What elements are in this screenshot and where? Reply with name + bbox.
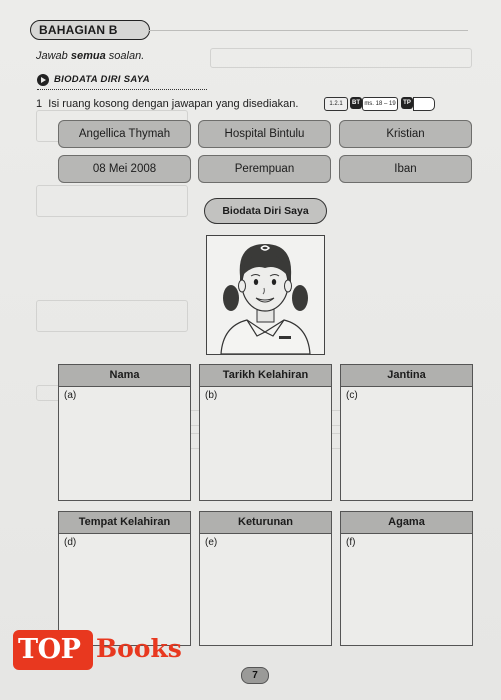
girl-drawing [207, 236, 324, 354]
box-title: Jantina [341, 365, 472, 387]
box-title: Tarikh Kelahiran [200, 365, 331, 387]
answer-box-keturunan[interactable] [199, 511, 332, 646]
instruction-line [36, 50, 144, 62]
tp-score-box[interactable] [413, 97, 435, 111]
answer-option[interactable]: 08 Mei 2008 [58, 155, 191, 183]
section-header-badge [30, 20, 150, 40]
arrow-bullet-icon [37, 74, 49, 86]
answer-box-tempat-kelahiran[interactable] [58, 511, 191, 646]
box-letter: (a) [64, 390, 77, 401]
answer-option[interactable]: Kristian [339, 120, 472, 148]
question-text: Isi ruang kosong dengan jawapan yang disediakan. [48, 98, 299, 110]
girl-portrait-illustration [206, 235, 325, 355]
answer-box-agama[interactable] [340, 511, 473, 646]
answer-box-tarikh-kelahiran[interactable] [199, 364, 332, 501]
standard-reference-tag: 1.2.1 [324, 97, 348, 111]
box-title: Nama [59, 365, 190, 387]
section-title-label: BIODATA DIRI SAYA [54, 74, 150, 85]
page-number: 7 [241, 667, 269, 684]
question-1 [36, 98, 298, 110]
answer-option[interactable]: Angellica Thymah [58, 120, 191, 148]
box-title: Agama [341, 512, 472, 534]
question-number: 1 [36, 98, 43, 110]
box-letter: (c) [346, 390, 358, 401]
tp-tag: TP [401, 97, 413, 109]
box-letter: (e) [205, 537, 218, 548]
section-header-label: BAHAGIAN B [39, 23, 118, 37]
logo-books-text: Books [96, 634, 182, 663]
biodata-heading-pill: Biodata Diri Saya [204, 198, 327, 224]
instruction-bold: semua [70, 50, 106, 62]
header-divider [148, 30, 468, 31]
box-letter: (d) [64, 537, 77, 548]
box-letter: (b) [205, 390, 218, 401]
section-title [37, 72, 207, 88]
box-letter: (f) [346, 537, 356, 548]
box-title: Tempat Kelahiran [59, 512, 190, 534]
answer-option[interactable]: Hospital Bintulu [198, 120, 331, 148]
answer-option[interactable]: Perempuan [198, 155, 331, 183]
box-title: Keturunan [200, 512, 331, 534]
answer-box-jantina[interactable] [340, 364, 473, 501]
instruction-post: soalan. [105, 50, 145, 62]
answer-option[interactable]: Iban [339, 155, 472, 183]
bt-tag: BT [350, 97, 362, 109]
answer-box-nama[interactable] [58, 364, 191, 501]
topbooks-logo [13, 630, 93, 670]
textbook-pages-tag: ms. 18 – 19 [362, 97, 398, 111]
instruction-pre: Jawab [36, 50, 71, 62]
logo-top-text: TOP [18, 634, 81, 665]
section-title-underline [37, 89, 207, 90]
